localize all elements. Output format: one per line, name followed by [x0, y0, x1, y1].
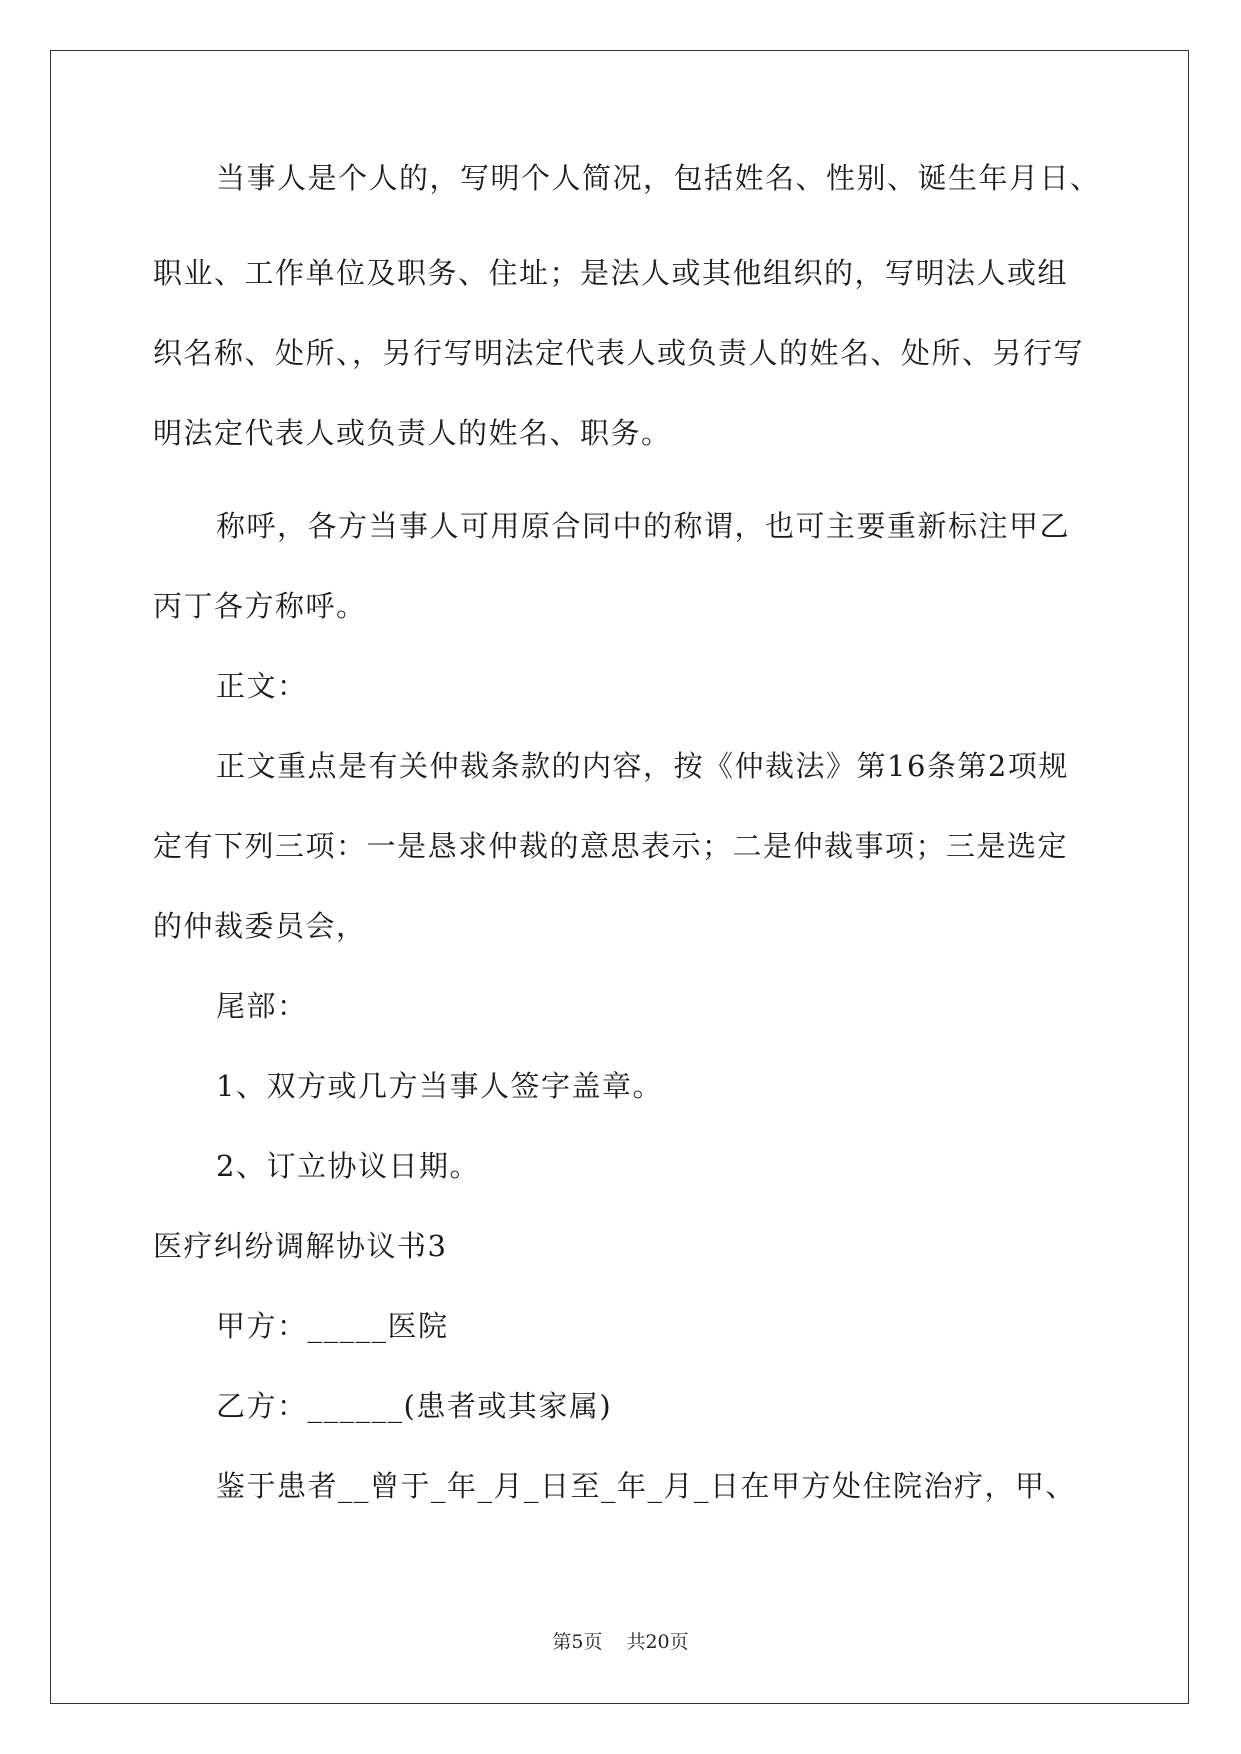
- paragraph-line: 明法定代表人或负责人的姓名、职务。: [153, 416, 672, 450]
- paragraph-line: 定有下列三项：一是恳求仲裁的意思表示；二是仲裁事项；三是选定: [153, 829, 1069, 863]
- paragraph-line: 称呼，各方当事人可用原合同中的称谓，也可主要重新标注甲乙: [216, 509, 1071, 543]
- page-number: 第5页: [552, 1631, 603, 1653]
- party-a-line: 甲方：_____医院: [216, 1309, 449, 1343]
- paragraph-line: 职业、工作单位及职务、住址；是法人或其他组织的，写明法人或组: [153, 256, 1069, 290]
- paragraph-line: 织名称、处所、，另行写明法定代表人或负责人的姓名、处所、另行写: [153, 336, 1085, 370]
- paragraph-line: 正文重点是有关仲裁条款的内容，按《仲裁法》第16条第2项规: [216, 749, 1069, 783]
- paragraph-line: 当事人是个人的，写明个人简况，包括姓名、性别、诞生年月日、: [216, 161, 1101, 195]
- page-total: 共20页: [626, 1631, 689, 1653]
- document-title: 医疗纠纷调解协议书3: [153, 1229, 448, 1263]
- paragraph-line: 丙丁各方称呼。: [153, 589, 367, 623]
- paragraph-line: 鉴于患者__曾于_年_月_日至_年_月_日在甲方处住院治疗，甲、: [216, 1469, 1077, 1503]
- list-item: 1、双方或几方当事人签字盖章。: [216, 1069, 663, 1103]
- section-heading: 尾部：: [216, 989, 308, 1023]
- page-footer: [0, 1630, 1241, 1654]
- list-item: 2、订立协议日期。: [216, 1149, 480, 1183]
- paragraph-line: 的仲裁委员会，: [153, 909, 367, 943]
- party-b-line: 乙方：______(患者或其家属): [216, 1389, 613, 1423]
- section-heading: 正文：: [216, 669, 308, 703]
- page-border: [50, 50, 1189, 1704]
